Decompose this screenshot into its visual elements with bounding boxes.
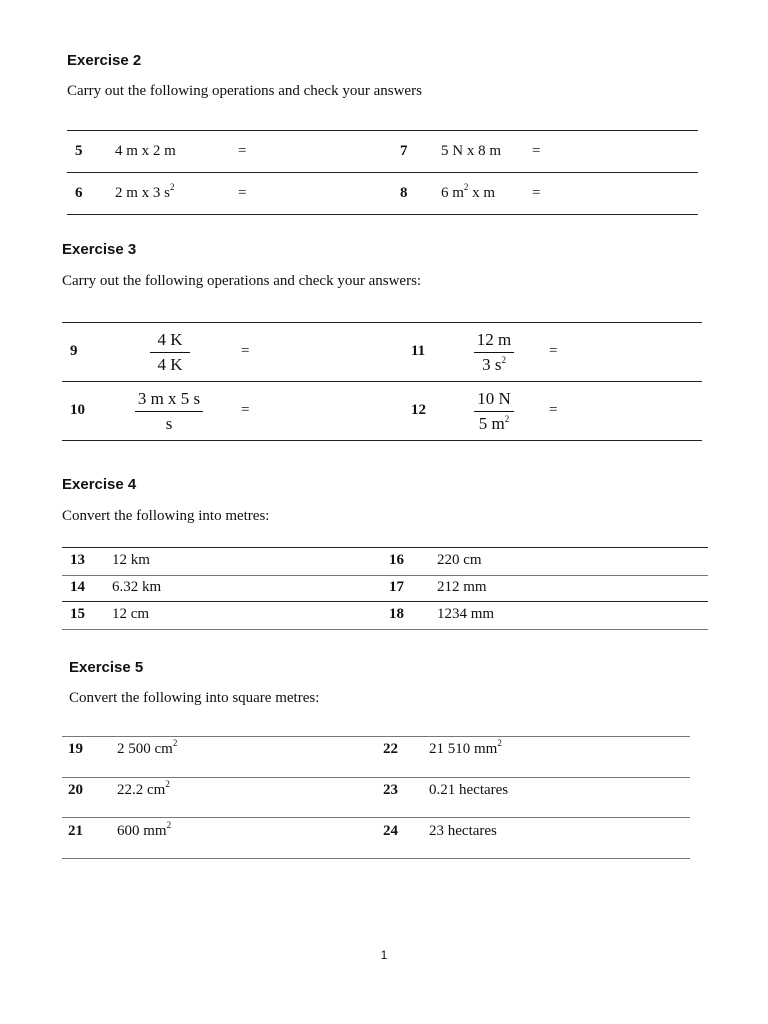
question-number: 23 <box>383 782 398 798</box>
table-rule <box>67 172 698 173</box>
expression-text: 2 m x 3 s <box>115 185 171 201</box>
superscript: 2 <box>165 779 170 789</box>
value-text: 21 510 mm <box>429 741 498 757</box>
value-text: 2 500 cm <box>117 741 173 757</box>
value: 0.21 hectares <box>429 782 509 798</box>
value-text: 600 mm <box>117 823 167 839</box>
numerator: 10 N <box>477 389 511 408</box>
question-number: 5 <box>75 143 83 159</box>
exercise-3-heading: Exercise 3 <box>62 241 137 258</box>
value: 12 km <box>112 552 150 568</box>
question-number: 7 <box>400 143 408 159</box>
question-number: 8 <box>400 185 408 201</box>
denominator-text: 5 m <box>478 414 505 433</box>
question-number: 20 <box>68 782 83 798</box>
value: 212 mm <box>437 579 487 595</box>
table-rule <box>62 777 690 778</box>
superscript: 2 <box>170 182 175 192</box>
equals-sign: = <box>238 185 247 201</box>
numerator: 12 m <box>476 330 512 349</box>
question-number: 24 <box>383 823 398 839</box>
denominator-text: 3 s <box>482 355 502 374</box>
exercise-4-heading: Exercise 4 <box>62 476 137 493</box>
question-number: 14 <box>70 579 85 595</box>
superscript: 2 <box>501 355 506 365</box>
equals-sign: = <box>241 343 250 359</box>
question-number: 10 <box>70 402 85 418</box>
fraction <box>135 388 203 435</box>
superscript: 2 <box>172 738 178 748</box>
fraction-bar <box>474 352 514 353</box>
fraction <box>474 329 514 376</box>
question-number: 11 <box>411 343 426 359</box>
expression-text: x m <box>468 185 496 201</box>
question-number: 21 <box>68 823 83 839</box>
question-number: 19 <box>68 741 83 757</box>
superscript: 2 <box>463 182 469 192</box>
superscript: 2 <box>504 414 510 424</box>
exercise-3-intro: Carry out the following operations and check your answers: <box>62 273 422 289</box>
value: 6.32 km <box>112 579 162 595</box>
expression <box>441 182 496 202</box>
value: 1234 mm <box>437 606 495 622</box>
value: 220 cm <box>437 552 482 568</box>
page-number: 1 <box>380 948 388 962</box>
question-number: 9 <box>70 343 78 359</box>
exercise-2-heading: Exercise 2 <box>67 52 142 69</box>
question-number: 17 <box>389 579 404 595</box>
expression: 5 N x 8 m <box>441 143 501 159</box>
question-number: 15 <box>70 606 85 622</box>
expression-text: 6 m <box>441 185 464 201</box>
denominator <box>482 354 506 376</box>
question-number: 12 <box>411 402 426 418</box>
question-number: 18 <box>389 606 404 622</box>
value: 23 hectares <box>429 823 497 839</box>
table-rule <box>62 575 708 576</box>
exercise-4-intro: Convert the following into metres: <box>62 508 270 524</box>
value-text: 22.2 cm <box>117 782 166 798</box>
table-rule <box>67 214 698 215</box>
superscript: 2 <box>497 738 502 748</box>
equals-sign: = <box>241 402 250 418</box>
table-rule <box>62 629 708 630</box>
table-rule <box>62 858 690 859</box>
fraction <box>150 329 190 376</box>
exercise-5-heading: Exercise 5 <box>69 659 144 676</box>
question-number: 16 <box>389 552 404 568</box>
equals-sign: = <box>238 143 247 159</box>
denominator <box>479 413 509 435</box>
value: 12 cm <box>112 606 150 622</box>
question-number: 13 <box>70 552 85 568</box>
numerator: 4 K <box>157 330 183 349</box>
exercise-2-intro: Carry out the following operations and check your answers <box>67 83 422 99</box>
question-number: 22 <box>383 741 398 757</box>
equals-sign: = <box>532 185 541 201</box>
table-rule <box>62 817 690 818</box>
table-rule <box>62 736 690 737</box>
table-rule <box>62 601 708 602</box>
value <box>117 820 172 840</box>
exercise-5-intro: Convert the following into square metres: <box>69 690 320 706</box>
denominator: 4 K <box>157 355 183 374</box>
fraction-bar <box>150 352 190 353</box>
table-rule <box>62 381 702 382</box>
fraction <box>474 388 514 435</box>
expression <box>115 182 175 202</box>
table-rule <box>62 322 702 323</box>
equals-sign: = <box>549 343 558 359</box>
value <box>117 779 170 799</box>
superscript: 2 <box>166 820 172 830</box>
question-number: 6 <box>75 185 83 201</box>
table-rule <box>62 440 702 441</box>
equals-sign: = <box>549 402 558 418</box>
value <box>117 738 178 758</box>
expression: 4 m x 2 m <box>115 143 176 159</box>
denominator: s <box>165 414 173 433</box>
equals-sign: = <box>532 143 541 159</box>
table-rule <box>62 547 708 548</box>
fraction-bar <box>135 411 203 412</box>
table-rule <box>67 130 698 131</box>
fraction-bar <box>474 411 514 412</box>
numerator: 3 m x 5 s <box>137 389 201 408</box>
value <box>429 738 502 758</box>
